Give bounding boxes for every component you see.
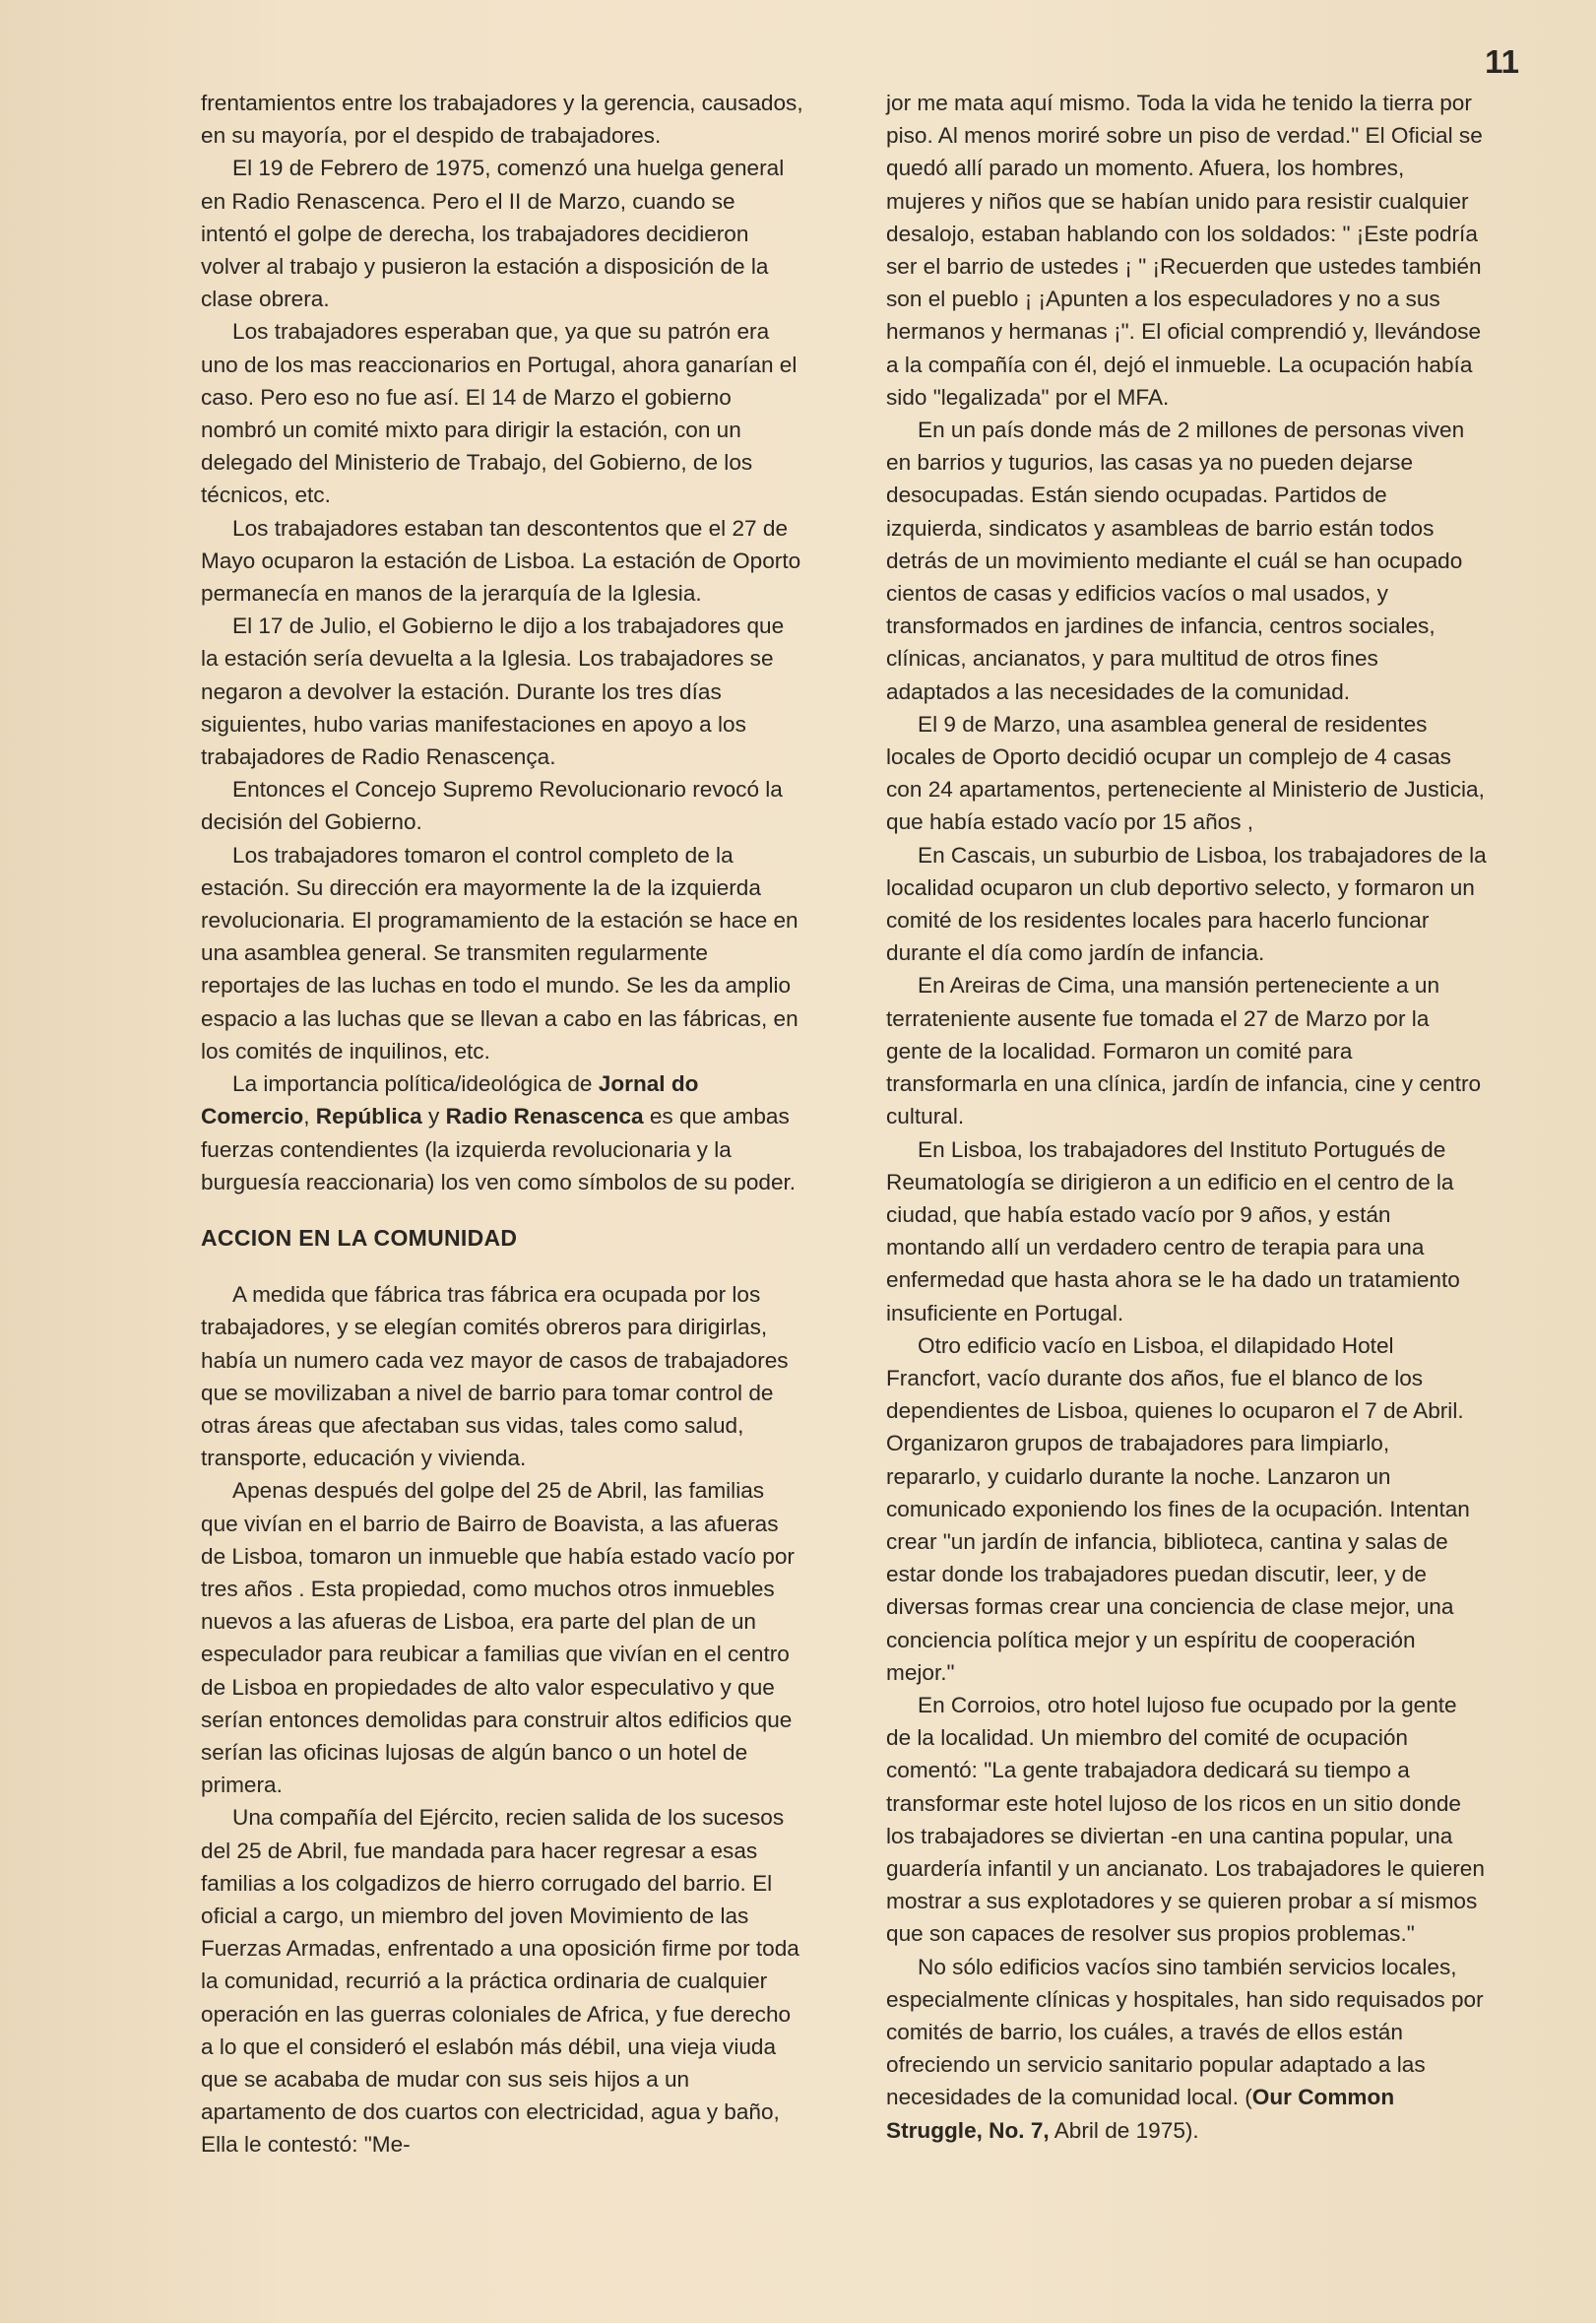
publication-name: Radio Renascenca: [445, 1104, 644, 1129]
paragraph: Los trabajadores tomaron el control completo de la estación. Su dirección era mayormente la de la izquierda revolucionaria. El programamiento de la estación se hace en una asamblea general. Se transmiten regularmente reportajes de las luchas en todo el mundo. Se les da amplio espacio a las luchas que se llevan a cabo en las fábricas, en los comités de inquilinos, etc.: [201, 842, 798, 1064]
paragraph-importance: [201, 1067, 803, 1198]
paragraph: jor me mata aquí mismo. Toda la vida he tenido la tierra por piso. Al menos moriré sobre un piso de verdad." El Oficial se quedó allí parado un momento. Afuera, los hombres, mujeres y niños que se habían unido para resistir cualquier desalojo, estaban hablando con los soldados: " ¡Este podría ser el barrio de ustedes ¡ " ¡Recuerden que ustedes también son el pueblo ¡ ¡Apunten a los especuladores y no a sus hermanos y hermanas ¡". El oficial comprendió y, llevándose a la compañía con él, dejó el inmueble. La ocupación había sido "legalizada" por el MFA.: [886, 91, 1483, 410]
section-heading: ACCION EN LA COMUNIDAD: [201, 1224, 518, 1251]
source-title: Our Common Struggle, No. 7,: [886, 2085, 1395, 2143]
paragraph: Los trabajadores estaban tan descontentos que el 27 de Mayo ocuparon la estación de Lisboa. La estación de Oporto permanecía en manos de la jerarquía de la Iglesia.: [201, 515, 801, 607]
paragraph: A medida que fábrica tras fábrica era ocupada por los trabajadores, y se elegían comités obreros para dirigirlas, había un numero cada vez mayor de casos de trabajadores que se movilizaban a nivel de barrio para tomar control de otras áreas que afectaban sus vidas, tales como salud, transporte, educación y vivienda.: [201, 1282, 789, 1471]
text-run: No sólo edificios vacíos sino también servicios locales, especialmente clínicas y hospitales, han sido requisados por comités de barrio, los cuáles, a través de ellos están ofreciendo un servicio sanitario popular adaptado a las necesidades de la comunidad local. (: [886, 1954, 1484, 2110]
paragraph: En Corroios, otro hotel lujoso fue ocupado por la gente de la localidad. Un miembro del comité de ocupación comentó: "La gente trabajadora dedicará su tiempo a transformar este hotel lujoso de los ricos en un sitio donde los trabajadores se diviertan -en una cantina popular, una guardería infantil y un ancianato. Los trabajadores le quieren mostrar a sus explotadores y se quieren probar a sí mismos que son capaces de resolver sus propios problemas.": [886, 1692, 1485, 1947]
paragraph: Una compañía del Ejército, recien salida de los sucesos del 25 de Abril, fue mandada para hacer regresar a esas familias a los colgadizos de hierro corrugado del barrio. El oficial a cargo, un miembro del joven Movimiento de las Fuerzas Armadas, enfrentado a una oposición firme por toda la comunidad, recurrió a la práctica ordinaria de cualquier operación en las guerras coloniales de Africa, y fue derecho a lo que el consideró el eslabón más débil, una vieja viuda que se acababa de mudar con sus seis hijos a un apartamento de dos cuartos con electricidad, agua y baño, Ella le contestó: "Me-: [201, 1805, 799, 2158]
paragraph: En Lisboa, los trabajadores del Instituto Portugués de Reumatología se dirigieron a un edificio en el centro de la ciudad, que había estado vacío por 9 años, y están montando allí un verdadero centro de terapia para una enfermedad que hasta ahora se le ha dado un tratamiento insuficiente en Portugal.: [886, 1136, 1460, 1325]
paragraph: En Cascais, un suburbio de Lisboa, los trabajadores de la localidad ocuparon un club deportivo selecto, y formaron un comité de los residentes locales para hacerlo funcionar durante el día como jardín de infancia.: [886, 842, 1487, 966]
paragraph-citation: [886, 1951, 1487, 2147]
paragraph: Otro edificio vacío en Lisboa, el dilapidado Hotel Francfort, vacío durante dos años, fue el blanco de los dependientes de Lisboa, quienes lo ocuparon el 7 de Abril. Organizaron grupos de trabajadores para limpiarlo, repararlo, y cuidarlo durante la noche. Lanzaron un comunicado exponiendo los fines de la ocupación. Intentan crear "un jardín de infancia, biblioteca, cantina y salas de estar donde los trabajadores puedan discutir, leer, y de diversas formas crear una conciencia de clase mejor, una conciencia política mejor y un espíritu de cooperación mejor.": [886, 1332, 1470, 1685]
paragraph: El 19 de Febrero de 1975, comenzó una huelga general en Radio Renascenca. Pero el II de Marzo, cuando se intentó el golpe de derecha, los trabajadores decidieron volver al trabajo y pusieron la estación a disposición de la clase obrera.: [201, 156, 785, 312]
text-run: es que ambas fuerzas contendientes (la izquierda revolucionaria y la burguesía reaccionaria) los ven como símbolos de su poder.: [201, 1104, 797, 1194]
paragraph: El 9 de Marzo, una asamblea general de residentes locales de Oporto decidió ocupar un complejo de 4 casas con 24 apartamentos, perteneciente al Ministerio de Justicia, que había estado vacío por 15 años ,: [886, 711, 1485, 835]
publication-name: República: [315, 1104, 422, 1129]
paragraph: En un país donde más de 2 millones de personas viven en barrios y tugurios, las casas ya no pueden dejarse desocupadas. Están siendo ocupadas. Partidos de izquierda, sindicatos y asambleas de barrio están todos detrás de un movimiento mediante el cuál se han ocupado cientos de casas y edificios vacíos o mal usados, y transformados en jardines de infancia, centros sociales, clínicas, ancianatos, y para multitud de otros fines adaptados a las necesidades de la comunidad.: [886, 418, 1465, 704]
paragraph: Entonces el Concejo Supremo Revolucionario revocó la decisión del Gobierno.: [201, 777, 783, 835]
paragraph: En Areiras de Cima, una mansión perteneciente a un terrateniente ausente fue tomada el 27 de Marzo por la gente de la localidad. Formaron un comité para transformarla en una clínica, jardín de infancia, cine y centro cultural.: [886, 973, 1482, 1129]
text-run: Abril de 1975).: [1049, 2117, 1199, 2143]
left-column: [201, 87, 803, 2162]
text-run: ,: [303, 1104, 316, 1129]
text-run: La importancia política/ideológica de: [232, 1071, 599, 1097]
page-number: 11: [1485, 43, 1519, 80]
paragraph: Apenas después del golpe del 25 de Abril, las familias que vivían en el barrio de Bairro de Boavista, a las afueras de Lisboa, tomaron un inmueble que había estado vacío por tres años . Esta propiedad, como muchos otros inmuebles nuevos a las afueras de Lisboa, era parte del plan de un especulador para reubicar a familias que vivían en el centro de Lisboa en propiedades de alto valor especulativo y que serían entonces demolidas para construir altos edificios que serían las oficinas lujosas de algún banco o un hotel de primera.: [201, 1478, 795, 1798]
paragraph: Los trabajadores esperaban que, ya que su patrón era uno de los mas reaccionarios en Portugal, ahora ganarían el caso. Pero eso no fue así. El 14 de Marzo el gobierno nombró un comité mixto para dirigir la estación, con un delegado del Ministerio de Trabajo, del Gobierno, de los técnicos, etc.: [201, 319, 798, 508]
paragraph: frentamientos entre los trabajadores y la gerencia, causados, en su mayoría, por el despido de trabajadores.: [201, 91, 803, 149]
paragraph: El 17 de Julio, el Gobierno le dijo a los trabajadores que la estación sería devuelta a la Iglesia. Los trabajadores se negaron a devolver la estación. Durante los tres días siguientes, hubo varias manifestaciones en apoyo a los trabajadores de Radio Renascença.: [201, 613, 785, 770]
right-column: [886, 87, 1487, 2147]
publication-name: Jornal do Comercio: [201, 1071, 699, 1129]
text-run: y: [421, 1104, 446, 1129]
